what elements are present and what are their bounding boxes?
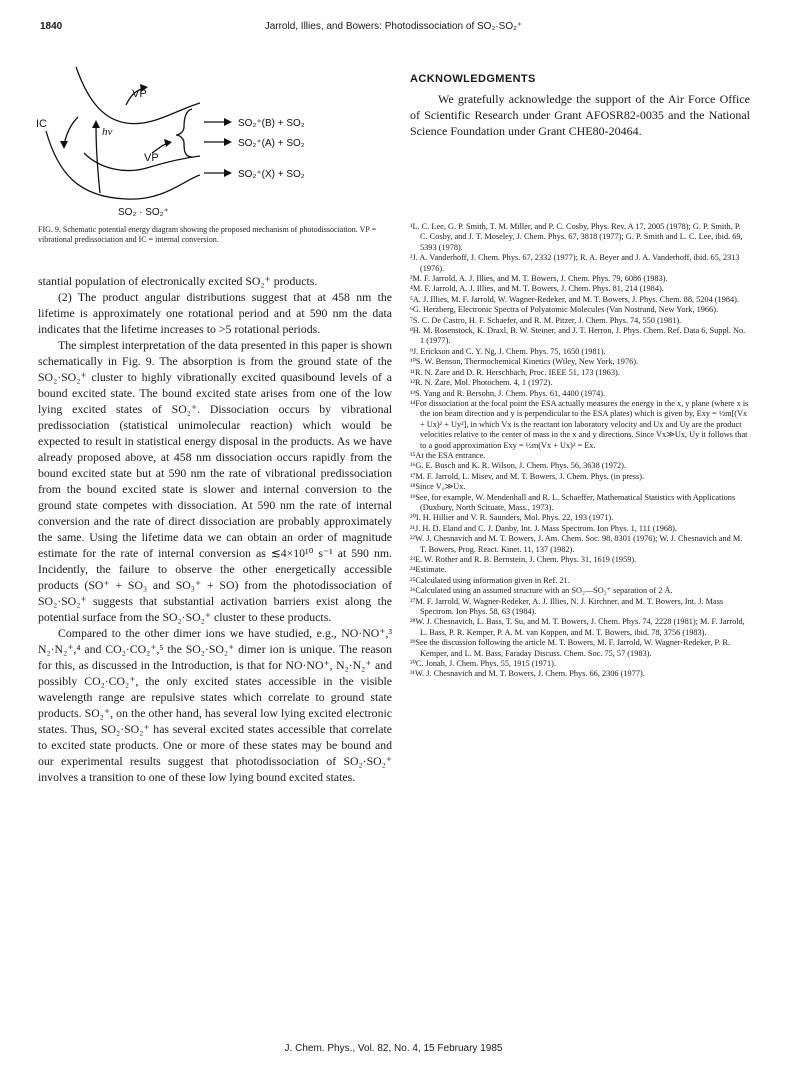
reference-item: ¹²R. N. Zare, Mol. Photochem. 4, 1 (1972). [410,378,553,388]
reference-item: ²⁴Estimate. [410,565,447,575]
reference-item: ¹⁸Since V₀≫Ux. [410,482,466,492]
reference-item: ²J. A. Vanderhoff, J. Chem. Phys. 67, 2332 (1977); R. A. Beyer and J. A. Vanderhoff, ibid. 65, 2313 (1976). [410,253,740,273]
reference-item: ⁶G. Herzberg, Electronic Spectra of Polyatomic Molecules (Van Nostrand, New York, 1966). [410,305,719,315]
reference-item: ¹⁷M. F. Jarrold, L. Misev, and M. T. Bowers, J. Chem. Phys. (in press). [410,471,645,481]
reference-item: ²⁵Calculated using information given in Ref. 21. [410,575,570,585]
hv-label: hν [102,126,113,138]
product-x-label: SO₂⁺(X) + SO₂ [238,169,305,180]
reference-item: ¹L. C. Lee, G. P. Smith, T. M. Miller, and P. C. Cosby, Phys. Rev. A 17, 2005 (1978); G. P. Smith, P. C. Cosby, and J. T. Moseley, J. Chem. Phys. 67, 3818 (1977); G. P. Smith and L. C. Lee, ibid. 69, 5393 (1978). [410,222,743,252]
potential-energy-diagram [34,65,394,235]
reference-item: ²³E. W. Rother and R. B. Bernstein, J. Chem. Phys. 31, 1619 (1959). [410,555,637,564]
reference-item: ¹⁶G. E. Busch and K. R. Wilson, J. Chem. Phys. 56, 3638 (1972). [410,461,627,471]
reference-item: ¹³S. Yang and R. Bersohn, J. Chem. Phys. 61, 4400 (1974). [410,388,606,398]
reference-item: ¹⁹See, for example, W. Mendenhall and R. L. Schaeffer, Mathematical Statistics with Applications (Duxbury, North Scituate, Mass., 1973). [410,492,736,512]
reference-item: ³M. F. Jarrold, A. J. Illies, and M. T. Bowers, J. Chem. Phys. 79, 6086 (1983). [410,274,668,284]
reference-item: ²⁶Calculated using an assumed structure with an SO₂—SO₂⁺ separation of 2 Å. [410,586,673,596]
product-a-label: SO₂⁺(A) + SO₂ [238,138,305,149]
product-b-label: SO₂⁺(B) + SO₂ [238,118,305,129]
figure-caption: FIG. 9. Schematic potential energy diagram showing the proposed mechanism of photodissociation. VP = vibrational predissociation and IC = internal conversion. [38,225,377,245]
reference-item: ²¹J. H. D. Eland and C. J. Danby, Int. J. Mass Spectrom. Ion Phys. 1, 111 (1968). [410,523,677,533]
acknowledgments-text: We gratefully acknowledge the support of the Air Force Office of Scientific Research under Grant AFOSR82-0035 and the National Science Foundation under Grant CHE80-20464. [410,92,750,138]
reference-item: ⁴M. F. Jarrold, A. J. Illies, and M. T. Bowers, J. Chem. Phys. 81, 214 (1984). [410,284,664,294]
reference-item: ³⁰C. Jonah, J. Chem. Phys. 55, 1915 (1971). [410,659,556,669]
reference-item: ²⁰I. H. Hillier and V. R. Saunders, Mol. Phys. 22, 193 (1971). [410,513,614,523]
page-number: 1840 [40,21,63,32]
journal-footer: J. Chem. Phys., Vol. 82, No. 4, 15 February 1985 [284,1043,503,1054]
reference-item: ⁵A. J. Illies, M. F. Jarrold, W. Wagner-Redeker, and M. T. Bowers, J. Phys. Chem. 88, 5204 (1984). [410,294,739,304]
reference-item: ²²W. J. Chesnavich and M. T. Bowers, J. Am. Chem. Soc. 98, 8301 (1976); W. J. Chesnavich and M. T. Bowers, Prog. React. Kinet. 11, 137 (1982). [410,534,743,554]
reference-item: ¹¹R. N. Zare and D. R. Herschbach, Proc. IEEE 51, 173 (1963). [410,367,620,377]
vp-label-top: VP [132,88,147,100]
reference-item: ¹⁵At the ESA entrance. [410,450,486,460]
running-header: Jarrold, Illies, and Bowers: Photodissociation of SO₂·SO₂⁺ [264,21,523,32]
reference-item: ⁸H. M. Rosenstock, K. Draxl, B. W. Steiner, and J. T. Herron, J. Phys. Chem. Ref. Data 6, Suppl. No. 1 (1977). [410,326,746,346]
ic-label: IC [36,118,47,130]
body-paragraph: The simplest interpretation of the data presented in this paper is shown schematically in Fig. 9. The absorption is from the ground state of the SO₂·SO₂⁺ cluster to highly vibrationally excited quasibound levels of a bound excited state. The bound excited state arises from one of the low lying excited states of SO₂⁺. Dissociation occurs by vibrational predissociation (statistical unimolecular reaction) which would be expected to result in statistical energy disposal in the products. As we have already proposed above, at 458 nm dissociation occurs rapidly from the bound excited state but at 590 nm the rate of vibrational predissociation from the bound excited state is slower and internal conversion to the ground state competes with dissociation. At 590 nm the rate of internal conversion and the rate of direct dissociation are probably approximately the same. Using the lifetime data we can obtain an order of magnitude estimate for the rate of internal conversion as ≲4×10¹⁰ s⁻¹ at 590 nm. Incidently, the failure to observe the other energetically accessible products (SO⁺ + SO₃ and SO₃⁺ + SO) from the photodissociation of SO₂·SO₂⁺ suggests that substantial activation barriers exist along the potential surface from the SO₂·SO₂⁺ cluster to these products. [38,338,392,624]
lower-excited-curve [84,153,200,171]
reference-item: ³¹W. J. Chesnavich and M. T. Bowers, J. Chem. Phys. 66, 2306 (1977). [410,669,645,679]
acknowledgments-heading: ACKNOWLEDGMENTS [410,73,536,85]
vp-label-lower: VP [144,152,159,164]
ground-state-label: SO₂ · SO₂⁺ [118,207,169,218]
body-paragraph: Compared to the other dimer ions we have studied, e.g., NO·NO⁺,³ N₂·N₂⁺,⁴ and CO₂·CO₂⁺,⁵ the SO₂·SO₂⁺ dimer ion is unique. The reason for this, as discussed in the Introduction, is that for NO·NO⁺, N₂·N₂⁺ and possibly CO₂·CO₂⁺, the only excited states accessible in the visible wavelength range are repulsive states which correlate to ground state products. SO₂⁺, on the other hand, has several low lying excited electronic states. Thus, SO₂·SO₂⁺ has several excited states accessible that correlate to excited state products. One or more of these states may be bound and our experimental results suggest that photodissociation of SO₂·SO₂⁺ involves a transition to one of these low lying bound excited states. [38,626,392,784]
reference-item: ¹⁰S. W. Benson, Thermochemical Kinetics (Wiley, New York, 1976). [410,357,639,367]
reference-item: ²⁸W. J. Chesnavich, L. Bass, T. Su, and M. T. Bowers, J. Chem. Phys. 74, 2228 (1981); M. F. Jarrold, L. Bass, P. R. Kemper, P. A. M. van Koppen, and M. T. Bowers, ibid. 78, 3756 (1983). [410,617,745,637]
reference-item: ¹⁴For dissociation at the focal point the ESA actually measures the energy in the x, y plane (where x is the ion beam direction and y is perpendicular to the ESA plates) which is given by, Exy = ½m[(Vx + Ux)² + Uy²], in which Vx is the reactant ion laboratory velocity and Ux and Uy are the product velocities relative to the center of mass in the x and y directions. Since Vx≫Ux, Uy it follows that to a good approximation Exy = ½m(Vx + Ux)² = Ex. [410,398,749,450]
reference-item: ⁹J. Erickson and C. Y. Ng, J. Chem. Phys. 75, 1650 (1981). [410,346,606,356]
reference-item: ⁷S. C. De Castro, H. F. Schaefer, and R. M. Pitzer, J. Chem. Phys. 74, 550 (1981). [410,315,682,325]
reference-item: ²⁷M. F. Jarrold, W. Wagner-Redeker, A. J. Illies, N. J. Kirchner, and M. T. Bowers, Int. J. Mass Spectrom. Ion Phys. 58, 63 (1984). [410,596,724,617]
ground-state-curve [46,131,200,199]
body-paragraph: stantial population of electronically excited SO₂⁺ products. [38,274,318,288]
reference-list [410,222,750,680]
left-column-body [38,273,392,785]
reference-item: ²⁹See the discussion following the article M. T. Bowers, M. F. Jarrold, W. Wagner-Redeker, P. R. Kemper, and L. M. Bass, Faraday Discuss. Chem. Soc. 75, 57 (1983). [410,638,730,658]
body-paragraph: (2) The product angular distributions suggest that at 458 nm the lifetime is approximately one rotational period and at 590 nm the data indicates that the lifetime increases to >5 rotational periods. [38,290,392,336]
